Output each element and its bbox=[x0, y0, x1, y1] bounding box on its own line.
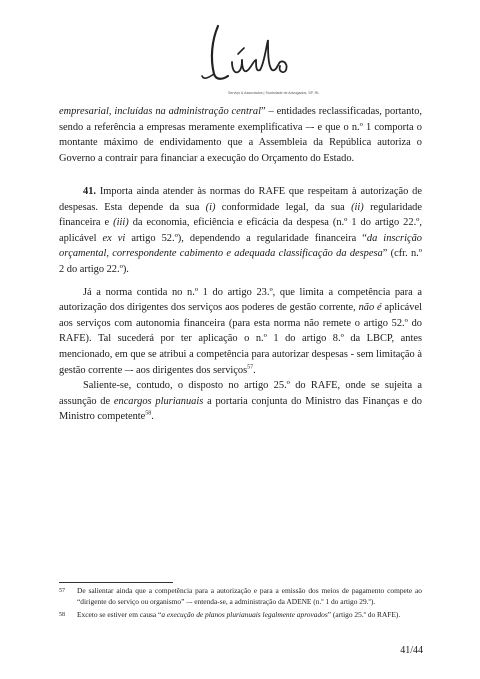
italic-phrase: empresarial, incluídas na administração central bbox=[59, 106, 261, 117]
footnote-ref-58[interactable]: 58 bbox=[145, 410, 152, 417]
paragraph-41: 41. Importa ainda atender às normas do RAFE que respeitam à autorização de despesas. Esta depende da sua (i) conformidade legal, da sua (ii) regularidade financeira e (iii) da economia, eficiência e eficácia da despesa (n.º 1 do artigo 22.º, aplicável ex vi artigo 52.º), dependendo a regularidade financeira “da inscrição orçamental, correspondente cabimento e adequada classificação da despesa” (cfr. n.º 2 do artigo 22.º). bbox=[59, 186, 422, 275]
paragraph-continuation bbox=[59, 104, 422, 166]
paragraph-saliente: Saliente-se, contudo, o disposto no artigo 25.º do RAFE, onde se sujeita a assunção de encargos plurianuais a portaria conjunta do Ministro das Finanças e do Ministro competente$^{58}$. bbox=[59, 380, 422, 423]
quoted-phrase: da inscrição orçamental, correspondente cabimento e adequada classificação da despesa bbox=[59, 232, 422, 260]
footnote-divider bbox=[59, 582, 173, 583]
footnote-number: 57 bbox=[59, 588, 65, 594]
paragraph-norma: Já a norma contida no n.º 1 do artigo 23.º, que limita a competência para a autorização dos dirigentes dos serviços aos poderes de gestão corrente, não é aplicável aos serviços com autonomia financeira (para esta norma não remete o artigo 52.º do RAFE). Tal sucederá por ter aplicação o n.º 1 do artigo 8.º da LBCP, antes mencionado, em que se atribui a competência para autorizar despesas - sem limitação à gestão corrente –- aos dirigentes dos serviços$^{57}$. bbox=[59, 286, 422, 376]
main-text bbox=[59, 184, 422, 425]
page-number: 41/44 bbox=[400, 645, 423, 656]
footnotes bbox=[59, 586, 422, 621]
footnote-58: 58 Exceto se estiver em causa “a execução de planos plurianuais legalmente aprovados” (artigo 25.º do RAFE). bbox=[59, 610, 401, 620]
paragraph-text: ” – entidades reclassificadas, portanto, sendo a referência a empresas meramente exemplificativa –- e que o n.º 1 comporta o montante máximo de endividamento que a Assembleia da República autoriza o Governo a contrair para financiar a execução do Orçamento do Estado. bbox=[59, 106, 422, 164]
logo-subtitle: Serviço & Associados | Sociedade de Advogados, SP, RL bbox=[228, 91, 320, 95]
signature-logo-icon bbox=[198, 18, 298, 90]
footnote-57 bbox=[59, 586, 422, 607]
footnote-text: De salientar ainda que a competência para a autorização e para a emissão dos meios de pagamento compete ao “dirigente do serviço ou organismo” –- entenda-se, a administração da ADENE (n.º 1 do artigo 29.º). bbox=[77, 586, 422, 606]
firm-logo bbox=[198, 18, 320, 102]
paragraph-number: 41. bbox=[83, 186, 96, 197]
footnote-ref-57[interactable]: 57 bbox=[247, 364, 254, 371]
footnote-number: 58 bbox=[59, 612, 65, 619]
